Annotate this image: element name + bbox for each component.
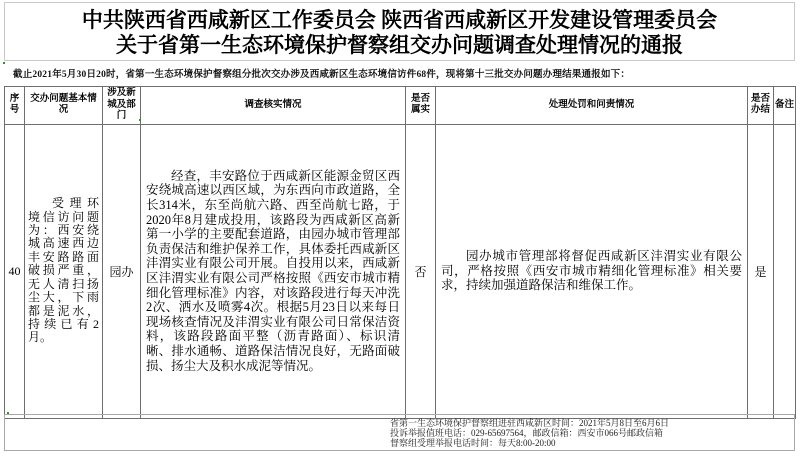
col-header-investigation: 调查核实情况 xyxy=(141,87,406,125)
intro-paragraph: 截止2021年5月30日20时，省第一生态环境保护督察组分批次交办涉及西咸新区生态环境信访件68件，现将第十三批交办问题办理结果通报如下： xyxy=(13,70,631,80)
col-header-seq: 序号 xyxy=(5,87,25,125)
col-header-verified: 是否属实 xyxy=(406,87,436,125)
issue-text: 受理环境信访问题为：西安绕城高速西边丰安路路面破损严重，无人清扫扬尘大，下雨都是泥水，持续已有2月。 xyxy=(28,196,99,345)
table-header-row xyxy=(5,87,796,125)
cell-verified: 否 xyxy=(406,124,436,418)
col-header-department: 涉及新城及部门 xyxy=(103,87,141,125)
cell-remark xyxy=(774,124,796,418)
inspection-contact-block xyxy=(4,414,795,451)
contact-period-line: 省第一生态环境保护督察组进驻西咸新区时间：2021年5月8日至6月6日 xyxy=(390,418,670,428)
col-header-handling: 处理处罚和问责情况 xyxy=(436,87,748,125)
col-header-issue: 交办问题基本情况 xyxy=(25,87,103,125)
document-title-line1: 中共陕西省西咸新区工作委员会 陕西省西咸新区开发建设管理委员会 xyxy=(81,8,718,32)
scan-artifact-dot xyxy=(139,119,141,121)
document-title-line2: 关于省第一生态环境保护督察组交办问题调查处理情况的通报 xyxy=(116,33,683,57)
investigation-text: 经查，丰安路位于西咸新区能源金贸区西安绕城高速以西区域，为东西向市政道路，全长314米，东至尚航六路、西至尚航七路，于2020年8月建成投用，该路段为西咸新区高新第一小学的主要配套道路，由园办城市管理部负责保洁和维护保养工作，具体委托西咸新区沣渭实业有限公司开展。自投用以来，西咸新区沣渭实业有限公司严格按照《西安市城市精细化管理标准》内容，对该路段进行每天冲洗2次、洒水及喷雾4次。根据5月23日以来每日现场核查情况及沣渭实业有限公司日常保洁资料，该路段路面平整（沥青路面）、标识清晰、排水通畅、道路保洁情况良好，无路面破损、扬尘大及积水成泥等情况。 xyxy=(146,168,400,373)
cell-department: 园办 xyxy=(103,124,141,418)
handling-text: 园办城市管理部将督促西咸新区沣渭实业有限公司，严格按照《西安市城市精细化管理标准》相关要求，持续加强道路保洁和维保工作。 xyxy=(441,249,742,293)
scan-artifact-dot xyxy=(7,412,9,414)
issues-table xyxy=(4,86,796,419)
contact-hours-line: 督察组受理举报电话时间：每天8:00-20:00 xyxy=(390,437,556,448)
cell-investigation xyxy=(141,124,406,418)
cell-concluded: 是 xyxy=(748,124,774,418)
cell-issue xyxy=(25,124,103,418)
cell-handling xyxy=(436,124,748,418)
contact-phone-line: 投诉举报值班电话：029-65697564，邮政信箱：西安市066号邮政信箱 xyxy=(390,427,663,438)
col-header-remark: 备注 xyxy=(774,87,796,125)
col-header-concluded: 是否办结 xyxy=(748,87,774,125)
table-row xyxy=(5,124,796,418)
cell-seq: 40 xyxy=(5,124,25,418)
scan-artifact-dot xyxy=(3,62,5,64)
document-title-block xyxy=(4,2,795,61)
